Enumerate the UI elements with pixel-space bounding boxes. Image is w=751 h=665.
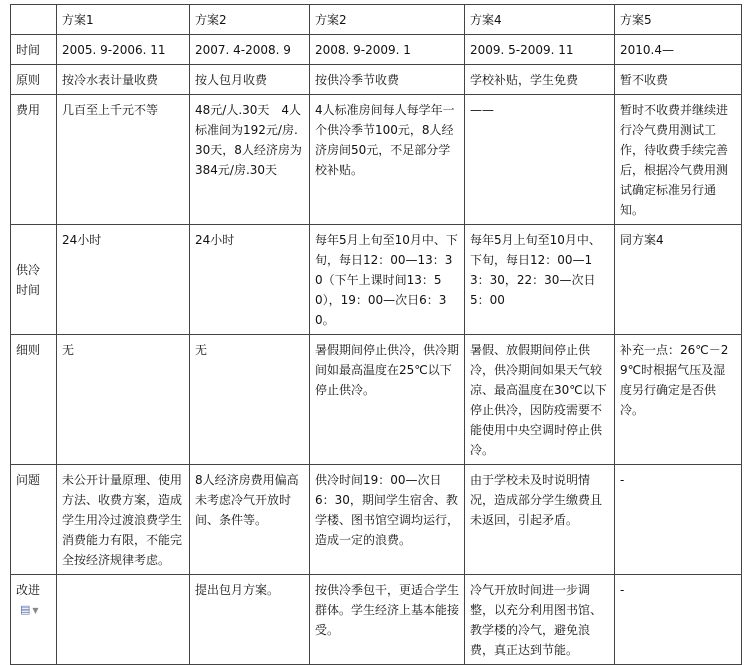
table-row-problems	[11, 465, 742, 575]
table-cell: 8人经济房费用偏高未考虑冷气开放时间、条件等。	[190, 465, 310, 575]
table-cell: 学校补贴，学生免费	[465, 65, 615, 95]
table-cell: 24小时	[190, 225, 310, 335]
table-row-cooling-time	[11, 225, 742, 335]
chevron-down-icon[interactable]: ▼	[32, 606, 39, 615]
table-cell: 2010.4—	[615, 35, 742, 65]
table-cell: 按冷水表计量收费	[57, 65, 190, 95]
table-cell: 未公开计量原理、使用方法、收费方案，造成学生用冷过渡浪费学生消费能力有限，不能完全按经济规律考虑。	[57, 465, 190, 575]
table-cell: 按供冷季节收费	[310, 65, 465, 95]
table-cell: 供冷时间19：00—次日6：30，期间学生宿舍、教学楼、图书馆空调均运行，造成一定的浪费。	[310, 465, 465, 575]
table-cell: 2009. 5-2009. 11	[465, 35, 615, 65]
row-label-improvement	[11, 575, 57, 665]
comparison-table-wrapper	[10, 4, 742, 665]
row-label-principle: 原则	[11, 65, 57, 95]
table-cell: 几百至上千元不等	[57, 95, 190, 225]
table-cell: -	[615, 575, 742, 665]
header-cell-plan-4: 方案4	[465, 5, 615, 35]
comparison-table	[10, 4, 742, 665]
table-cell: 冷气开放时间进一步调整，以充分利用图书馆、教学楼的冷气，避免浪费，真正达到节能。	[465, 575, 615, 665]
table-cell: -	[615, 465, 742, 575]
row-label-time: 时间	[11, 35, 57, 65]
table-cell: 每年5月上旬至10月中、下旬，每日12：00—13：30，22：30—次日5：00	[465, 225, 615, 335]
table-header-row	[11, 5, 742, 35]
table-cell: 2007. 4-2008. 9	[190, 35, 310, 65]
table-cell: 24小时	[57, 225, 190, 335]
header-cell-plan-5: 方案5	[615, 5, 742, 35]
table-cell: 无	[57, 335, 190, 465]
header-cell-plan-3: 方案2	[310, 5, 465, 35]
header-cell-plan-1: 方案1	[57, 5, 190, 35]
table-cell: 按供冷季包干，更适合学生群体。学生经济上基本能接受。	[310, 575, 465, 665]
table-cell: 由于学校未及时说明情况，造成部分学生缴费且未返回，引起矛盾。	[465, 465, 615, 575]
table-row-details	[11, 335, 742, 465]
table-cell: 每年5月上旬至10月中、下旬，每日12：00—13：30（下午上课时间13：50），19：00—次日6：30。	[310, 225, 465, 335]
table-cell: 2008. 9-2009. 1	[310, 35, 465, 65]
row-label-cooling-time: 供冷时间	[11, 225, 57, 335]
table-cell: 暑假、放假期间停止供冷，供冷期间如果天气较凉、最高温度在30℃以下停止供冷，因防疫需要不能使用中央空调时停止供冷。	[465, 335, 615, 465]
table-cell: 4人标准房间每人每学年一个供冷季节100元，8人经济房间50元，不足部分学校补贴。	[310, 95, 465, 225]
table-cell: 无	[190, 335, 310, 465]
table-row-time	[11, 35, 742, 65]
table-cell: 2005. 9-2006. 11	[57, 35, 190, 65]
header-cell-plan-2: 方案2	[190, 5, 310, 35]
row-label-improvement-text: 改进	[16, 583, 41, 597]
paste-options-icon[interactable]: ▤ ▼	[20, 603, 39, 616]
row-label-problems: 问题	[11, 465, 57, 575]
table-cell: 补充一点：26℃－29℃时根据气压及湿度另行确定是否供冷。	[615, 335, 742, 465]
table-cell: 同方案4	[615, 225, 742, 335]
table-cell: 48元/人.30天 4人标准间为192元/房.30天，8人经济房为384元/房.30天	[190, 95, 310, 225]
table-cell	[57, 575, 190, 665]
table-row-principle	[11, 65, 742, 95]
table-cell: 暂不收费	[615, 65, 742, 95]
table-row-improvement	[11, 575, 742, 665]
table-cell: ——	[465, 95, 615, 225]
table-cell: 暑假期间停止供冷，供冷期间如最高温度在25℃以下停止供冷。	[310, 335, 465, 465]
table-row-cost	[11, 95, 742, 225]
header-cell-blank	[11, 5, 57, 35]
table-cell: 提出包月方案。	[190, 575, 310, 665]
row-label-cost: 费用	[11, 95, 57, 225]
row-label-details: 细则	[11, 335, 57, 465]
table-cell: 按人包月收费	[190, 65, 310, 95]
table-cell: 暂时不收费并继续进行冷气费用测试工作，待收费手续完善后，根据冷气费用测试确定标准另行通知。	[615, 95, 742, 225]
